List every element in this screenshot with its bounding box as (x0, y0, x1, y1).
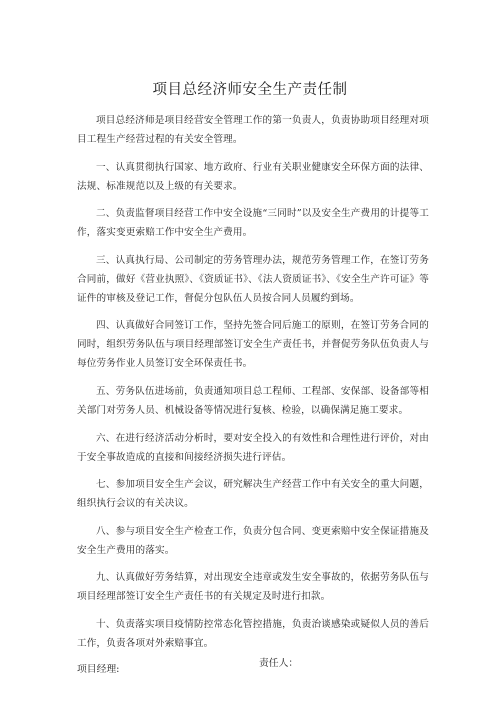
paragraph-8: 八、参与项目安全生产检查工作，负责分包合同、变更索赔中安全保证措施及安全生产费用的落实。 (77, 525, 429, 556)
paragraph-10: 十、负责落实项目疫情防控常态化管控措施，负责治谈感染或疑似人员的善后工作，负责各项对外索赔事宜。 (77, 618, 429, 649)
paragraph-5: 五、劳务队伍进场前，负责通知项目总工程师、工程部、安保部、设备部等相关部门对劳务人员、机械设备等情况进行复核、检验，以确保满足施工要求。 (77, 385, 429, 416)
document-body (77, 111, 429, 662)
paragraph-2: 二、负责监督项目经营工作中安全设施“三同时”以及安全生产费用的计提等工作，落实变更索赔工作中安全生产费用。 (77, 208, 429, 239)
project-manager-label: 项目经理: (77, 664, 120, 675)
paragraph-9: 九、认真做好劳务结算，对出现安全违章或发生安全事故的，依据劳务队伍与项目经理部签订安全生产责任书的有关规定及时进行扣款。 (77, 572, 429, 603)
paragraph-4: 四、认真做好合同签订工作，坚持先签合同后施工的原则，在签订劳务合同的同时，组织劳务队伍与项目经理部签订安全生产责任书，并督促劳务队伍负责人与每位劳务作业人员签订安全环保责任书。 (77, 320, 429, 370)
paragraph-intro: 项目总经济师是项目经营安全管理工作的第一负责人，负责协助项目经理对项目工程生产经营过程的有关安全管理。 (77, 115, 429, 145)
paragraph-6: 六、在进行经济活动分析时，要对安全投入的有效性和合理性进行评价，对由于安全事故造成的直接和间接经济损失进行评估。 (77, 432, 429, 463)
paragraph-3: 三、认真执行局、公司制定的劳务管理办法，规范劳务管理工作，在签订劳务合同前，做好《营业执照》、《资质证书》、《法人资质证书》、《安全生产许可证》等证件的审核及登记工作，督促分包队伍人员按合同人员履约到场。 (77, 254, 429, 304)
signature-row (77, 658, 429, 681)
responsible-person-label: 责任人： (259, 658, 299, 669)
paragraph-1: 一、认真贯彻执行国家、地方政府、行业有关职业健康安全环保方面的法律、法规、标准规范以及上级的有关要求。 (77, 161, 429, 192)
document-title: 项目总经济师安全生产责任制 (152, 82, 348, 98)
paragraph-7: 七、参加项目安全生产会议，研究解决生产经营工作中有关安全的重大问题，组织执行会议的有关决议。 (77, 479, 429, 510)
